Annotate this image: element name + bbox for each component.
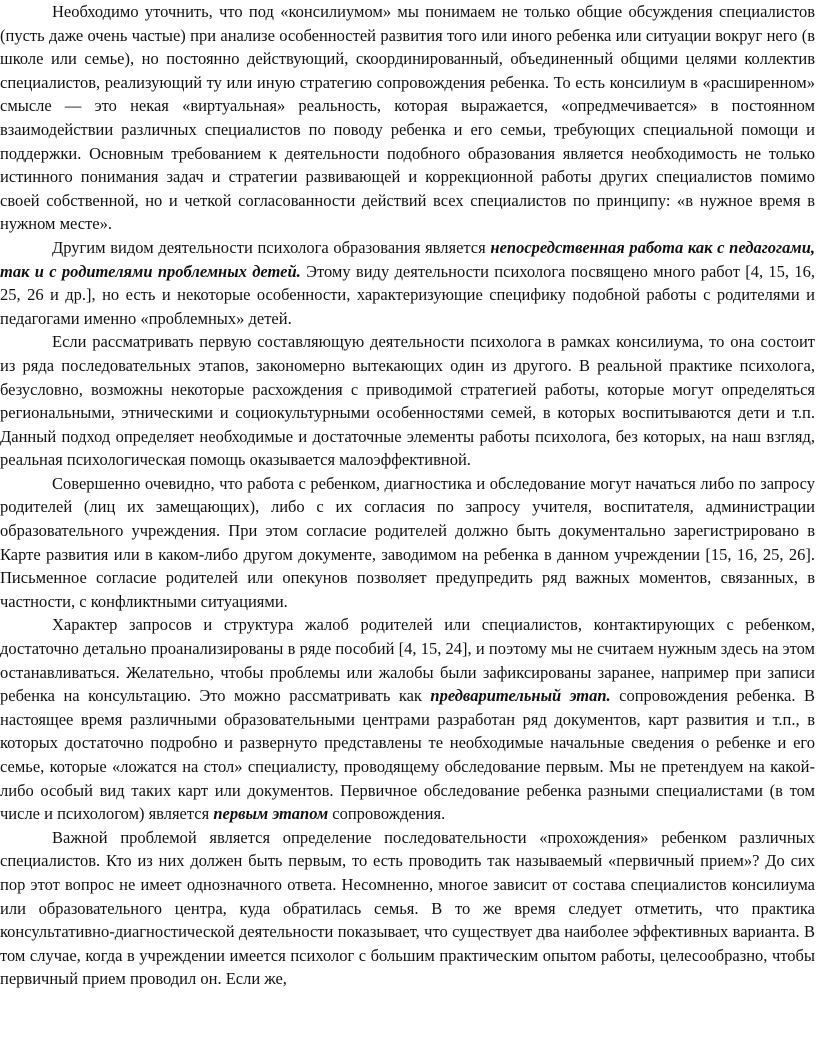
paragraph-5-text-a: Характер запросов и структура жалоб родителей или специалистов, контактирующих с ребенком, достаточно детально проанализированы в ряде пособий [4, 15, 24], и поэтому мы не считаем нужным здесь на этом останавливаться. Желательно, чтобы проблемы или жалобы были зафиксированы заранее, например при записи ребенка на консультацию. Это можно рассматривать как (0, 615, 815, 706)
paragraph-2 (0, 236, 815, 330)
paragraph-5-emphasis-first-stage: первым этапом (213, 804, 329, 824)
paragraph-5-text-c: сопровождения. (328, 804, 446, 824)
paragraph-3 (0, 330, 815, 472)
paragraph-2-text-b: Этому виду деятельности психолога посвящено много работ [4, 15, 16, 25, 26 и др.], но есть и некоторые особенности, характеризующие специфику подобной работы с родителями и педагогами именно «проблемных» детей. (0, 261, 815, 328)
paragraph-2-emphasis: непосредственная работа как с педагогами, так и с родителями проблемных детей. (0, 237, 815, 281)
paragraph-4-text: Совершенно очевидно, что работа с ребенком, диагностика и обследование могут начаться либо по запросу родителей (лиц их замещающих), либо с их согласия по запросу учителя, воспитателя, администрации образовательного учреждения. При этом согласие родителей должно быть документально зарегистрировано в Карте развития или в каком-либо другом документе, заводимом на ребенка в данном учреждении [15, 16, 25, 26]. Письменное согласие родителей или опекунов позволяет предупредить ряд важных моментов, связанных, в частности, с конфликтными ситуациями. (0, 473, 815, 611)
paragraph-5-emphasis-preliminary-stage: предварительный этап. (430, 686, 611, 706)
paragraph-6-text: Важной проблемой является определение последовательности «прохождения» ребенком различных специалистов. Кто из них должен быть первым, то есть проводить так называемый «первичный прием»? До сих пор этот вопрос не имеет однозначного ответа. Несомненно, многое зависит от состава специалистов консилиума или образовательного центра, куда обратилась семья. В то же время следует отметить, что практика консультативно-диагностической деятельности показывает, что существует два наиболее эффективных варианта. В том случае, когда в учреждении имеется психолог с большим практическим опытом работы, целесообразно, чтобы первичный прием проводил он. Если же, (0, 827, 815, 989)
paragraph-4 (0, 472, 815, 614)
paragraph-6 (0, 826, 815, 991)
paragraph-5 (0, 613, 815, 825)
paragraph-2-text-a: Другим видом деятельности психолога образования является (52, 237, 491, 257)
paragraph-5-text-b: сопровождения ребенка. В настоящее время различными образовательными центрами разработан ряд документов, карт развития и т.п., в которых достаточно подробно и развернуто представлены те необходимые начальные сведения о ребенке и его семье, которые «ложатся на стол» специалисту, проводящему обследование первым. Мы не претендуем на какой-либо особый вид таких карт или документов. Первичное обследование ребенка разными специалистами (в том числе и психологом) является (0, 686, 815, 824)
paragraph-1-text: Необходимо уточнить, что под «консилиумом» мы понимаем не только общие обсуждения специалистов (пусть даже очень частые) при анализе особенностей развития того или иного ребенка или ситуации вокруг него (в школе или семье), но постоянно действующий, скоординированный, объединенный общими целями коллектив специалистов, реализующий ту или иную стратегию сопровождения ребенка. То есть консилиум в «расширенном» смысле — это некая «виртуальная» реальность, которая выражается, «опредмечивается» в постоянном взаимодействии различных специалистов по поводу ребенка и его семьи, требующих специальной помощи и поддержки. Основным требованием к деятельности подобного образования является необходимость не только истинного понимания задач и стратегии развивающей и коррекционной работы других специалистов помимо своей собственной, но и четкой согласованности действий всех специалистов по принципу: «в нужное время в нужном месте». (0, 2, 815, 234)
paragraph-1 (0, 0, 815, 236)
paragraph-3-text: Если рассматривать первую составляющую деятельности психолога в рамках консилиума, то она состоит из ряда последовательных этапов, закономерно вытекающих один из другого. В реальной практике психолога, безусловно, возможны некоторые расхождения с приводимой стратегией работы, которые могут определяться региональными, этническими и социокультурными особенностями семей, в которых воспитываются дети и т.п. Данный подход определяет необходимые и достаточные элементы работы психолога, без которых, на наш взгляд, реальная психологическая помощь оказывается малоэффективной. (0, 332, 815, 470)
